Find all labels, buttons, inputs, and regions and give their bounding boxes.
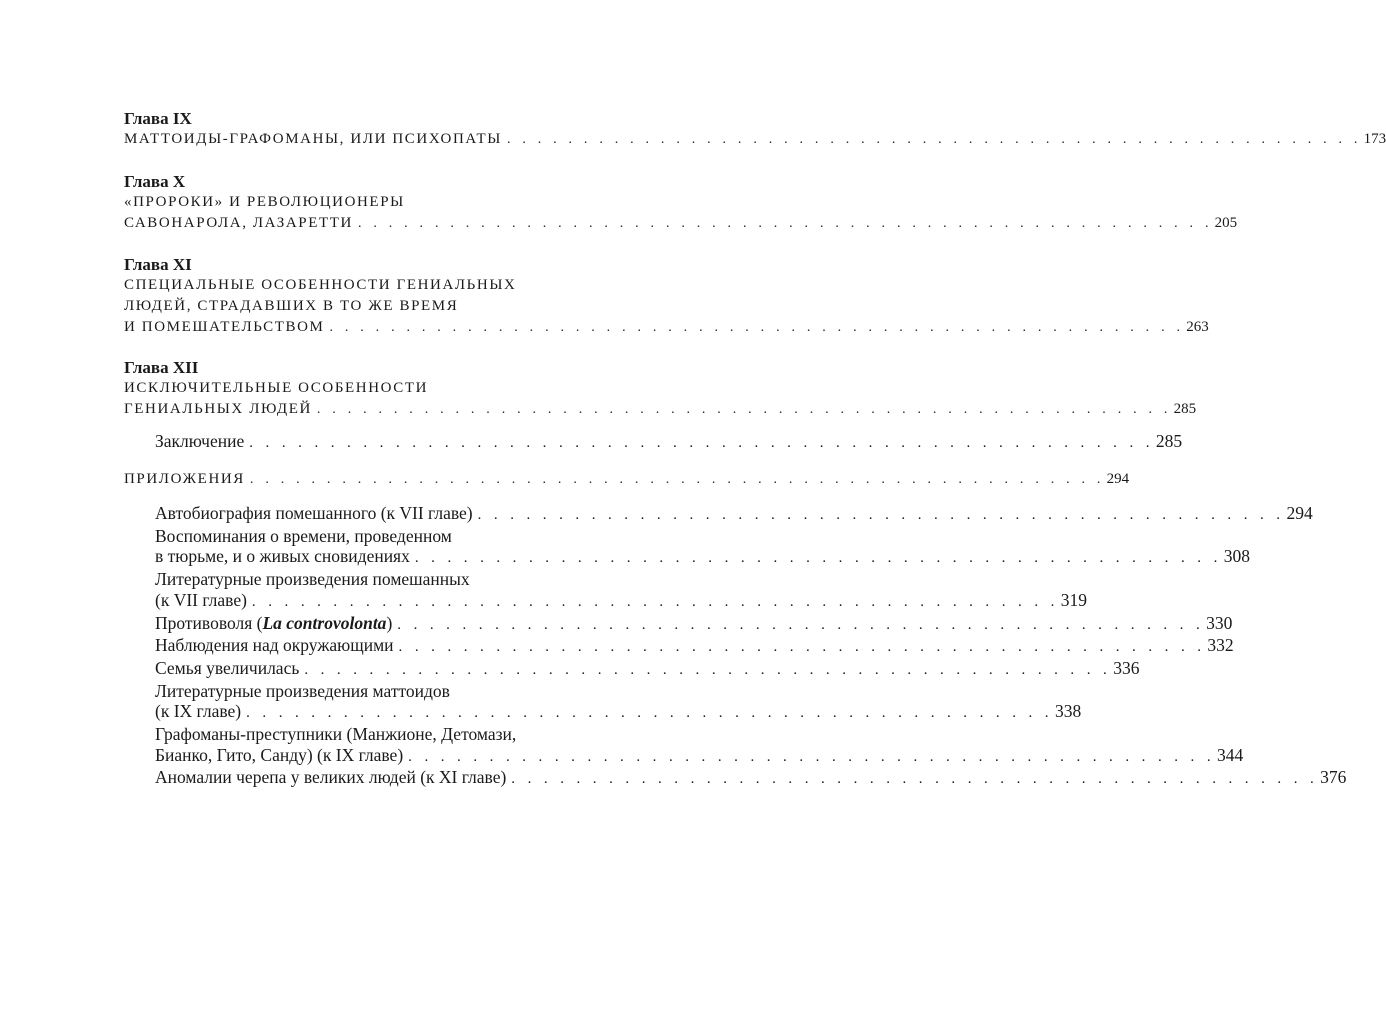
- dot-leader: . . . . . . . . . . . . . . . . . . . . . . . . . . . . . . . . . . . . . . . . . . . . . . . . . .: [251, 593, 1059, 610]
- entry-title: ГЕНИАЛЬНЫХ ЛЮДЕЙ: [124, 401, 312, 417]
- toc-entry-line: [155, 635, 1234, 658]
- entry-title-suffix: ): [386, 612, 393, 633]
- page-number: 205: [1214, 215, 1238, 231]
- entry-title: ПРИЛОЖЕНИЯ: [124, 471, 245, 487]
- dot-leader: . . . . . . . . . . . . . . . . . . . . . . . . . . . . . . . . . . . . . . . . . . . . . . . . . .: [304, 661, 1112, 678]
- entry-title: САВОНАРОЛА, ЛАЗАРЕТТИ: [124, 215, 353, 231]
- page-number: 308: [1223, 546, 1250, 567]
- toc-chapter-9: [124, 108, 1386, 150]
- toc-entry-line: [124, 213, 1238, 234]
- toc-appendices: [124, 469, 1130, 490]
- entry-title: в тюрьме, и о живых сновидениях: [155, 546, 410, 567]
- dot-leader: . . . . . . . . . . . . . . . . . . . . . . . . . . . . . . . . . . . . . . . . . . . . . . . . . .: [414, 550, 1222, 567]
- page-number: 332: [1207, 635, 1234, 656]
- entry-title-line: «ПРОРОКИ» И РЕВОЛЮЦИОНЕРЫ: [124, 194, 405, 210]
- entry-title-line: Литературные произведения маттоидов: [155, 680, 450, 701]
- dot-leader: . . . . . . . . . . . . . . . . . . . . . . . . . . . . . . . . . . . . . . . . . . . . . . . . . . . . . . . .: [329, 320, 1185, 335]
- dot-leader: . . . . . . . . . . . . . . . . . . . . . . . . . . . . . . . . . . . . . . . . . . . . . . . . . . . . . . . .: [316, 402, 1172, 417]
- page-number: 285: [1155, 431, 1183, 451]
- toc-entry-line: [155, 503, 1313, 526]
- toc-entry-line: [155, 767, 1347, 790]
- entry-title: [155, 613, 392, 634]
- entry-title-line: ЛЮДЕЙ, СТРАДАВШИХ В ТО ЖЕ ВРЕМЯ: [124, 298, 459, 314]
- entry-title: МАТТОИДЫ-ГРАФОМАНЫ, ИЛИ ПСИХОПАТЫ: [124, 131, 502, 147]
- entry-title-prefix: Противоволя (: [155, 612, 263, 633]
- toc-entry-line: [155, 589, 1088, 613]
- entry-title: Автобиография помешанного (к VII главе): [155, 503, 473, 523]
- toc-chapter-12: [124, 357, 1197, 420]
- entry-title-line: Литературные произведения помешанных: [155, 569, 470, 590]
- chapter-heading: Глава IX: [124, 109, 192, 128]
- entry-title: (к VII главе): [155, 589, 247, 610]
- entry-title: Наблюдения над окружающими: [155, 635, 394, 656]
- dot-leader: . . . . . . . . . . . . . . . . . . . . . . . . . . . . . . . . . . . . . . . . . . . . . . . . . .: [398, 639, 1206, 656]
- dot-leader: . . . . . . . . . . . . . . . . . . . . . . . . . . . . . . . . . . . . . . . . . . . . . . . . . .: [408, 748, 1216, 765]
- page-number: 344: [1217, 744, 1244, 765]
- entry-title: Семья увеличилась: [155, 657, 300, 678]
- chapter-heading: Глава XII: [124, 358, 199, 377]
- dot-leader: . . . . . . . . . . . . . . . . . . . . . . . . . . . . . . . . . . . . . . . . . . . . . . . . . .: [511, 771, 1319, 788]
- dot-leader: . . . . . . . . . . . . . . . . . . . . . . . . . . . . . . . . . . . . . . . . . . . . . . . . . .: [477, 507, 1285, 523]
- toc-chapter-11: [124, 254, 1209, 338]
- dot-leader: . . . . . . . . . . . . . . . . . . . . . . . . . . . . . . . . . . . . . . . . . . . . . . . . . .: [246, 705, 1053, 722]
- page-number: 376: [1320, 767, 1347, 788]
- toc-entry-line: [124, 317, 1209, 338]
- page-number: 336: [1113, 657, 1140, 678]
- toc-entry-line: [124, 399, 1197, 420]
- entry-title: (к IX главе): [155, 701, 242, 722]
- toc-entry-line: [155, 546, 1250, 569]
- page-number: 330: [1206, 612, 1233, 633]
- chapter-heading: Глава X: [124, 172, 186, 191]
- toc-entry-line: [124, 129, 1386, 150]
- dot-leader: . . . . . . . . . . . . . . . . . . . . . . . . . . . . . . . . . . . . . . . . . . . . . . . . . . . . . . . .: [506, 132, 1362, 147]
- entry-title: Заключение: [155, 431, 245, 451]
- entry-title: И ПОМЕШАТЕЛЬСТВОМ: [124, 319, 325, 335]
- page-number: 319: [1060, 589, 1088, 610]
- entry-title-line: Графоманы-преступники (Манжионе, Детомази,: [155, 724, 517, 745]
- toc-conclusion: [155, 431, 1183, 454]
- chapter-heading: Глава XI: [124, 255, 192, 274]
- entry-title-line: ИСКЛЮЧИТЕЛЬНЫЕ ОСОБЕННОСТИ: [124, 380, 429, 396]
- entry-title-line: СПЕЦИАЛЬНЫЕ ОСОБЕННОСТИ ГЕНИАЛЬНЫХ: [124, 277, 517, 293]
- dot-leader: . . . . . . . . . . . . . . . . . . . . . . . . . . . . . . . . . . . . . . . . . . . . . . . . . . . . . . . .: [357, 216, 1213, 231]
- toc-entry-line: [155, 701, 1082, 724]
- toc-entry-line: [155, 431, 1183, 454]
- entry-title-line: Воспоминания о времени, проведенном: [155, 525, 452, 546]
- page-number: 285: [1173, 401, 1197, 417]
- appendix-list: [155, 503, 1347, 790]
- page-number: 173: [1363, 131, 1386, 147]
- toc-entry-line: [155, 657, 1140, 681]
- entry-title: Бианко, Гито, Санду) (к IX главе): [155, 744, 404, 765]
- page-number: 294: [1286, 503, 1313, 523]
- entry-title-emphasis: La controvolonta: [262, 612, 387, 633]
- toc-entry-line: [155, 744, 1244, 768]
- toc-entry-line: [155, 612, 1233, 636]
- page-number: 294: [1106, 471, 1130, 487]
- dot-leader: . . . . . . . . . . . . . . . . . . . . . . . . . . . . . . . . . . . . . . . . . . . . . . . . . . . . . . . .: [249, 472, 1105, 487]
- toc-entry-line: [124, 469, 1130, 490]
- page-number: 338: [1054, 701, 1082, 722]
- entry-title: Аномалии черепа у великих людей (к XI главе): [155, 767, 507, 788]
- dot-leader: . . . . . . . . . . . . . . . . . . . . . . . . . . . . . . . . . . . . . . . . . . . . . . . . . . . . . . . .: [249, 435, 1154, 451]
- toc-chapter-10: [124, 171, 1238, 234]
- page-number: 263: [1186, 319, 1209, 335]
- dot-leader: . . . . . . . . . . . . . . . . . . . . . . . . . . . . . . . . . . . . . . . . . . . . . . . . . .: [397, 616, 1205, 633]
